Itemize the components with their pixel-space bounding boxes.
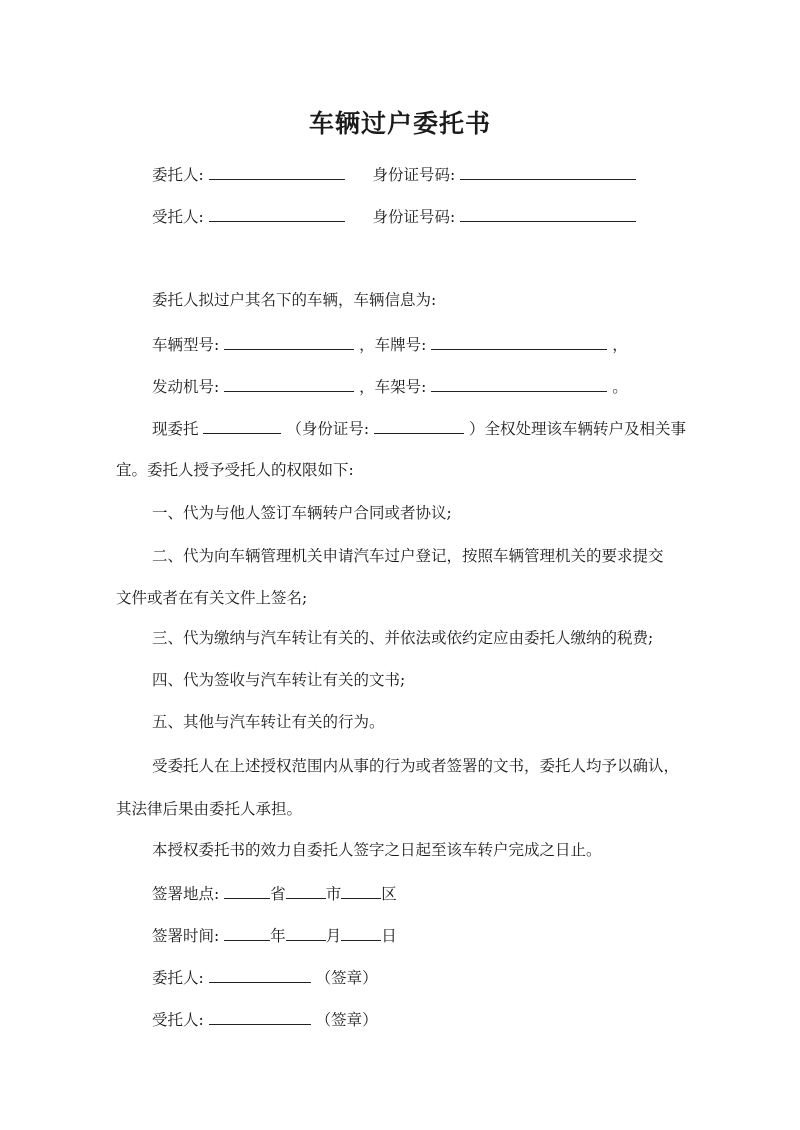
power-item: 五、其他与汽车转让有关的行为。 [152,713,385,731]
principal-seal-label: （签章） [315,969,378,987]
plate-label: ，车牌号: [359,336,427,354]
authorization-id-label: （身份证号: [286,420,370,438]
authorization-prefix: 现委托 [152,420,199,438]
agent-label: 受托人: [152,208,204,226]
principal-name-blank[interactable] [209,163,345,180]
confirmation-line: 其法律后果由委托人承担。 [116,800,303,818]
agent-signature-blank[interactable] [209,1008,311,1025]
principal-row [152,163,636,185]
day-label: 日 [381,927,397,945]
month-label: 月 [325,927,342,945]
month-blank[interactable] [286,924,326,941]
authorized-person-blank[interactable] [203,417,281,434]
engine-blank[interactable] [224,375,354,392]
power-item: 二、代为向车辆管理机关申请汽车过户登记，按照车辆管理机关的要求提交 [152,547,664,565]
engine-row [152,375,628,397]
power-item: 四、代为签收与汽车转让有关的文书; [152,671,406,689]
day-blank[interactable] [341,924,381,941]
frame-label: ，车架号: [359,378,427,396]
signing-place-label: 签署地点: [152,885,220,903]
agent-name-blank[interactable] [209,205,345,222]
confirmation-line: 受委托人在上述授权范围内从事的行为或者签署的文书，委托人均予以确认， [152,757,680,775]
principal-signature-row [152,966,378,988]
district-blank[interactable] [341,882,381,899]
agent-signature-row [152,1008,378,1030]
city-blank[interactable] [286,882,326,899]
power-item-continuation: 文件或者在有关文件上签名; [116,589,308,607]
authorized-id-blank[interactable] [374,417,464,434]
authorization-suffix: ）全权处理该车辆转户及相关事 [469,420,687,438]
validity-statement: 本授权委托书的效力自委托人签字之日起至该车转户完成之日止。 [152,841,602,859]
agent-signature-label: 受托人: [152,1011,204,1029]
vehicle-model-label: 车辆型号: [152,336,220,354]
principal-id-label: 身份证号码: [372,166,456,184]
year-blank[interactable] [224,924,270,941]
power-item: 一、代为与他人签订车辆转户合同或者协议; [152,504,452,522]
engine-label: 发动机号: [152,378,220,396]
principal-id-blank[interactable] [460,163,636,180]
vehicle-model-blank[interactable] [224,333,354,350]
agent-row [152,205,636,227]
document-title: 车辆过户委托书 [308,109,491,138]
comma: ， [612,336,628,354]
agent-id-label: 身份证号码: [372,208,456,226]
signing-time-row [152,924,397,946]
city-label: 市 [325,885,342,903]
principal-signature-blank[interactable] [209,966,311,983]
signing-time-label: 签署时间: [152,927,220,945]
province-blank[interactable] [224,882,270,899]
signing-place-row [152,882,397,904]
authorization-row [152,417,686,439]
power-item: 三、代为缴纳与汽车转让有关的、并依法或依约定应由委托人缴纳的税费; [152,629,654,647]
district-label: 区 [381,885,397,903]
authorization-continuation: 宜。委托人授予受托人的权限如下: [116,461,354,479]
year-label: 年 [270,927,286,945]
province-label: 省 [270,885,286,903]
frame-blank[interactable] [431,375,607,392]
agent-seal-label: （签章） [315,1011,378,1029]
principal-label: 委托人: [152,166,204,184]
vehicle-intro: 委托人拟过户其名下的车辆，车辆信息为: [152,291,437,309]
vehicle-model-row [152,333,628,355]
period: 。 [612,378,628,396]
agent-id-blank[interactable] [460,205,636,222]
plate-blank[interactable] [431,333,607,350]
principal-signature-label: 委托人: [152,969,204,987]
